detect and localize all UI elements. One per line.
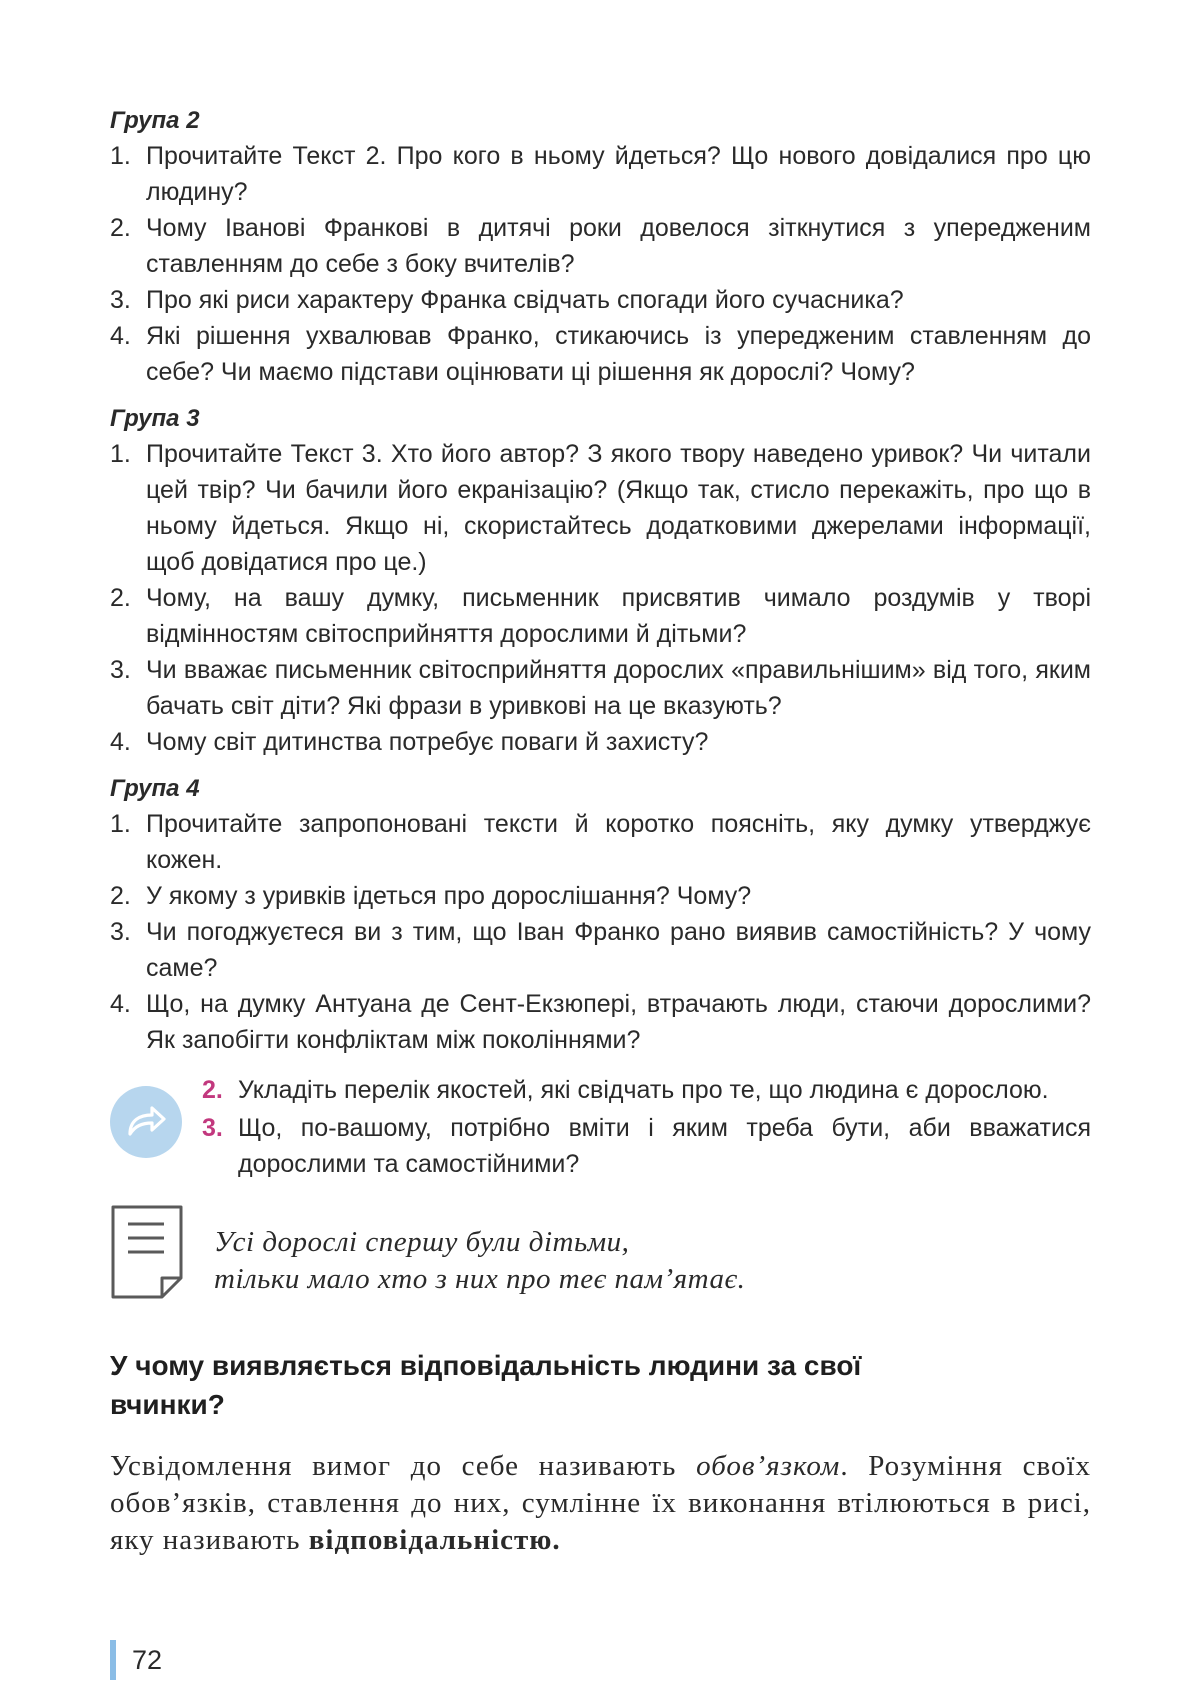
item-number: 3. <box>110 286 131 314</box>
item-text: Чому Іванові Франкові в дитячі роки довелося зіткнутися з упередженим ставленням до себе з боку вчителів? <box>146 214 1091 278</box>
item-text: Прочитайте Текст 3. Хто його автор? З якого твору наведено уривок? Чи читали цей твір? Чи бачили його екранізацію? (Якщо так, стисло перекажіть, про що в ньому йдеться. Якщо ні, скористайтесь додатковими джерелами інформації, щоб довідатися про це.) <box>146 440 1091 576</box>
item-text: Прочитайте запропоновані тексти й коротко поясніть, яку думку утверджує кожен. <box>146 810 1091 874</box>
list-item <box>110 436 1091 580</box>
group-block <box>110 404 1091 760</box>
redo-arrow-icon <box>110 1086 182 1158</box>
item-number: 2. <box>110 214 131 242</box>
section-title: У чому виявляється відповідальність людини за свої вчинки? <box>110 1350 862 1420</box>
task-item <box>202 1110 1091 1182</box>
item-number: 4. <box>110 322 131 350</box>
paragraph-text: . Розуміння своїх обов’язків, ставлення до них, сумлінне їх виконання втілюються в рисі, яку називають <box>110 1450 1091 1556</box>
item-text: Чи погоджуєтеся ви з тим, що Іван Франко рано виявив самостійність? У чому саме? <box>146 918 1091 982</box>
page-content <box>110 106 1091 1559</box>
item-text: Чи вважає письменник світосприйняття дорослих «правильнішим» від того, яким бачать світ діти? Які фрази в уривкові на це вказують? <box>146 656 1091 720</box>
list-item <box>110 986 1091 1058</box>
quote-block <box>110 1204 1091 1314</box>
group-title: Група 4 <box>110 775 200 802</box>
item-text: Чому світ дитинства потребує поваги й захисту? <box>146 728 709 756</box>
list-item <box>110 724 1091 760</box>
list-item <box>110 580 1091 652</box>
item-text: Чому, на вашу думку, письменник присвятив чимало роздумів у творі відмінностям світосприйняття дорослими й дітьми? <box>146 584 1091 648</box>
item-text: Прочитайте Текст 2. Про кого в ньому йдеться? Що нового довідалися про цю людину? <box>146 142 1091 206</box>
group-title: Група 2 <box>110 107 200 134</box>
page-number: 72 <box>132 1644 163 1675</box>
item-number: 1. <box>110 142 131 170</box>
body-paragraph <box>110 1448 1091 1559</box>
list-item <box>110 282 1091 318</box>
question-list <box>110 436 1091 760</box>
item-number: 4. <box>110 990 131 1018</box>
question-list <box>110 138 1091 390</box>
document-icon <box>110 1204 184 1300</box>
emphasized-term: обов’язком <box>696 1450 841 1482</box>
list-item <box>110 914 1091 986</box>
quote-line: тільки мало хто з них про теє пам’ятає. <box>214 1263 746 1295</box>
question-list <box>110 806 1091 1058</box>
paragraph-text: Усвідомлення вимог до себе називають <box>110 1450 697 1482</box>
task-number: 2. <box>202 1076 223 1104</box>
list-item <box>110 318 1091 390</box>
item-text: У якому з уривків ідеться про дорослішання? Чому? <box>146 882 752 910</box>
task-item <box>202 1072 1091 1108</box>
item-text: Які рішення ухвалював Франко, стикаючись із упередженим ставленням до себе? Чи маємо підстави оцінювати ці рішення як дорослі? Чому? <box>146 322 1091 386</box>
quote-line: Усі дорослі спершу були дітьми, <box>214 1226 630 1258</box>
item-text: Що, на думку Антуана де Сент-Екзюпері, втрачають люди, стаючи дорослими? Як запобігти конфліктам між поколіннями? <box>146 990 1091 1054</box>
group-title: Група 3 <box>110 405 200 432</box>
item-number: 2. <box>110 584 131 612</box>
item-number: 3. <box>110 918 131 946</box>
item-text: Про які риси характеру Франка свідчать спогади його сучасника? <box>146 286 904 314</box>
tasks-block <box>110 1072 1091 1182</box>
list-item <box>110 138 1091 210</box>
task-text: Укладіть перелік якостей, які свідчать про те, що людина є дорослою. <box>238 1076 1049 1104</box>
task-number: 3. <box>202 1114 223 1142</box>
list-item <box>110 878 1091 914</box>
item-number: 2. <box>110 882 131 910</box>
list-item <box>110 806 1091 878</box>
page-footer <box>110 1640 162 1680</box>
task-text: Що, по-вашому, потрібно вміти і яким треба бути, аби вважатися дорослими та самостійними? <box>238 1114 1091 1178</box>
list-item <box>110 210 1091 282</box>
list-item <box>110 652 1091 724</box>
item-number: 1. <box>110 440 131 468</box>
item-number: 4. <box>110 728 131 756</box>
group-block <box>110 774 1091 1058</box>
item-number: 3. <box>110 656 131 684</box>
item-number: 1. <box>110 810 131 838</box>
bold-term: відповідальністю. <box>308 1524 561 1556</box>
footer-accent-bar <box>110 1640 116 1680</box>
quote-text <box>214 1224 745 1298</box>
group-block <box>110 106 1091 390</box>
